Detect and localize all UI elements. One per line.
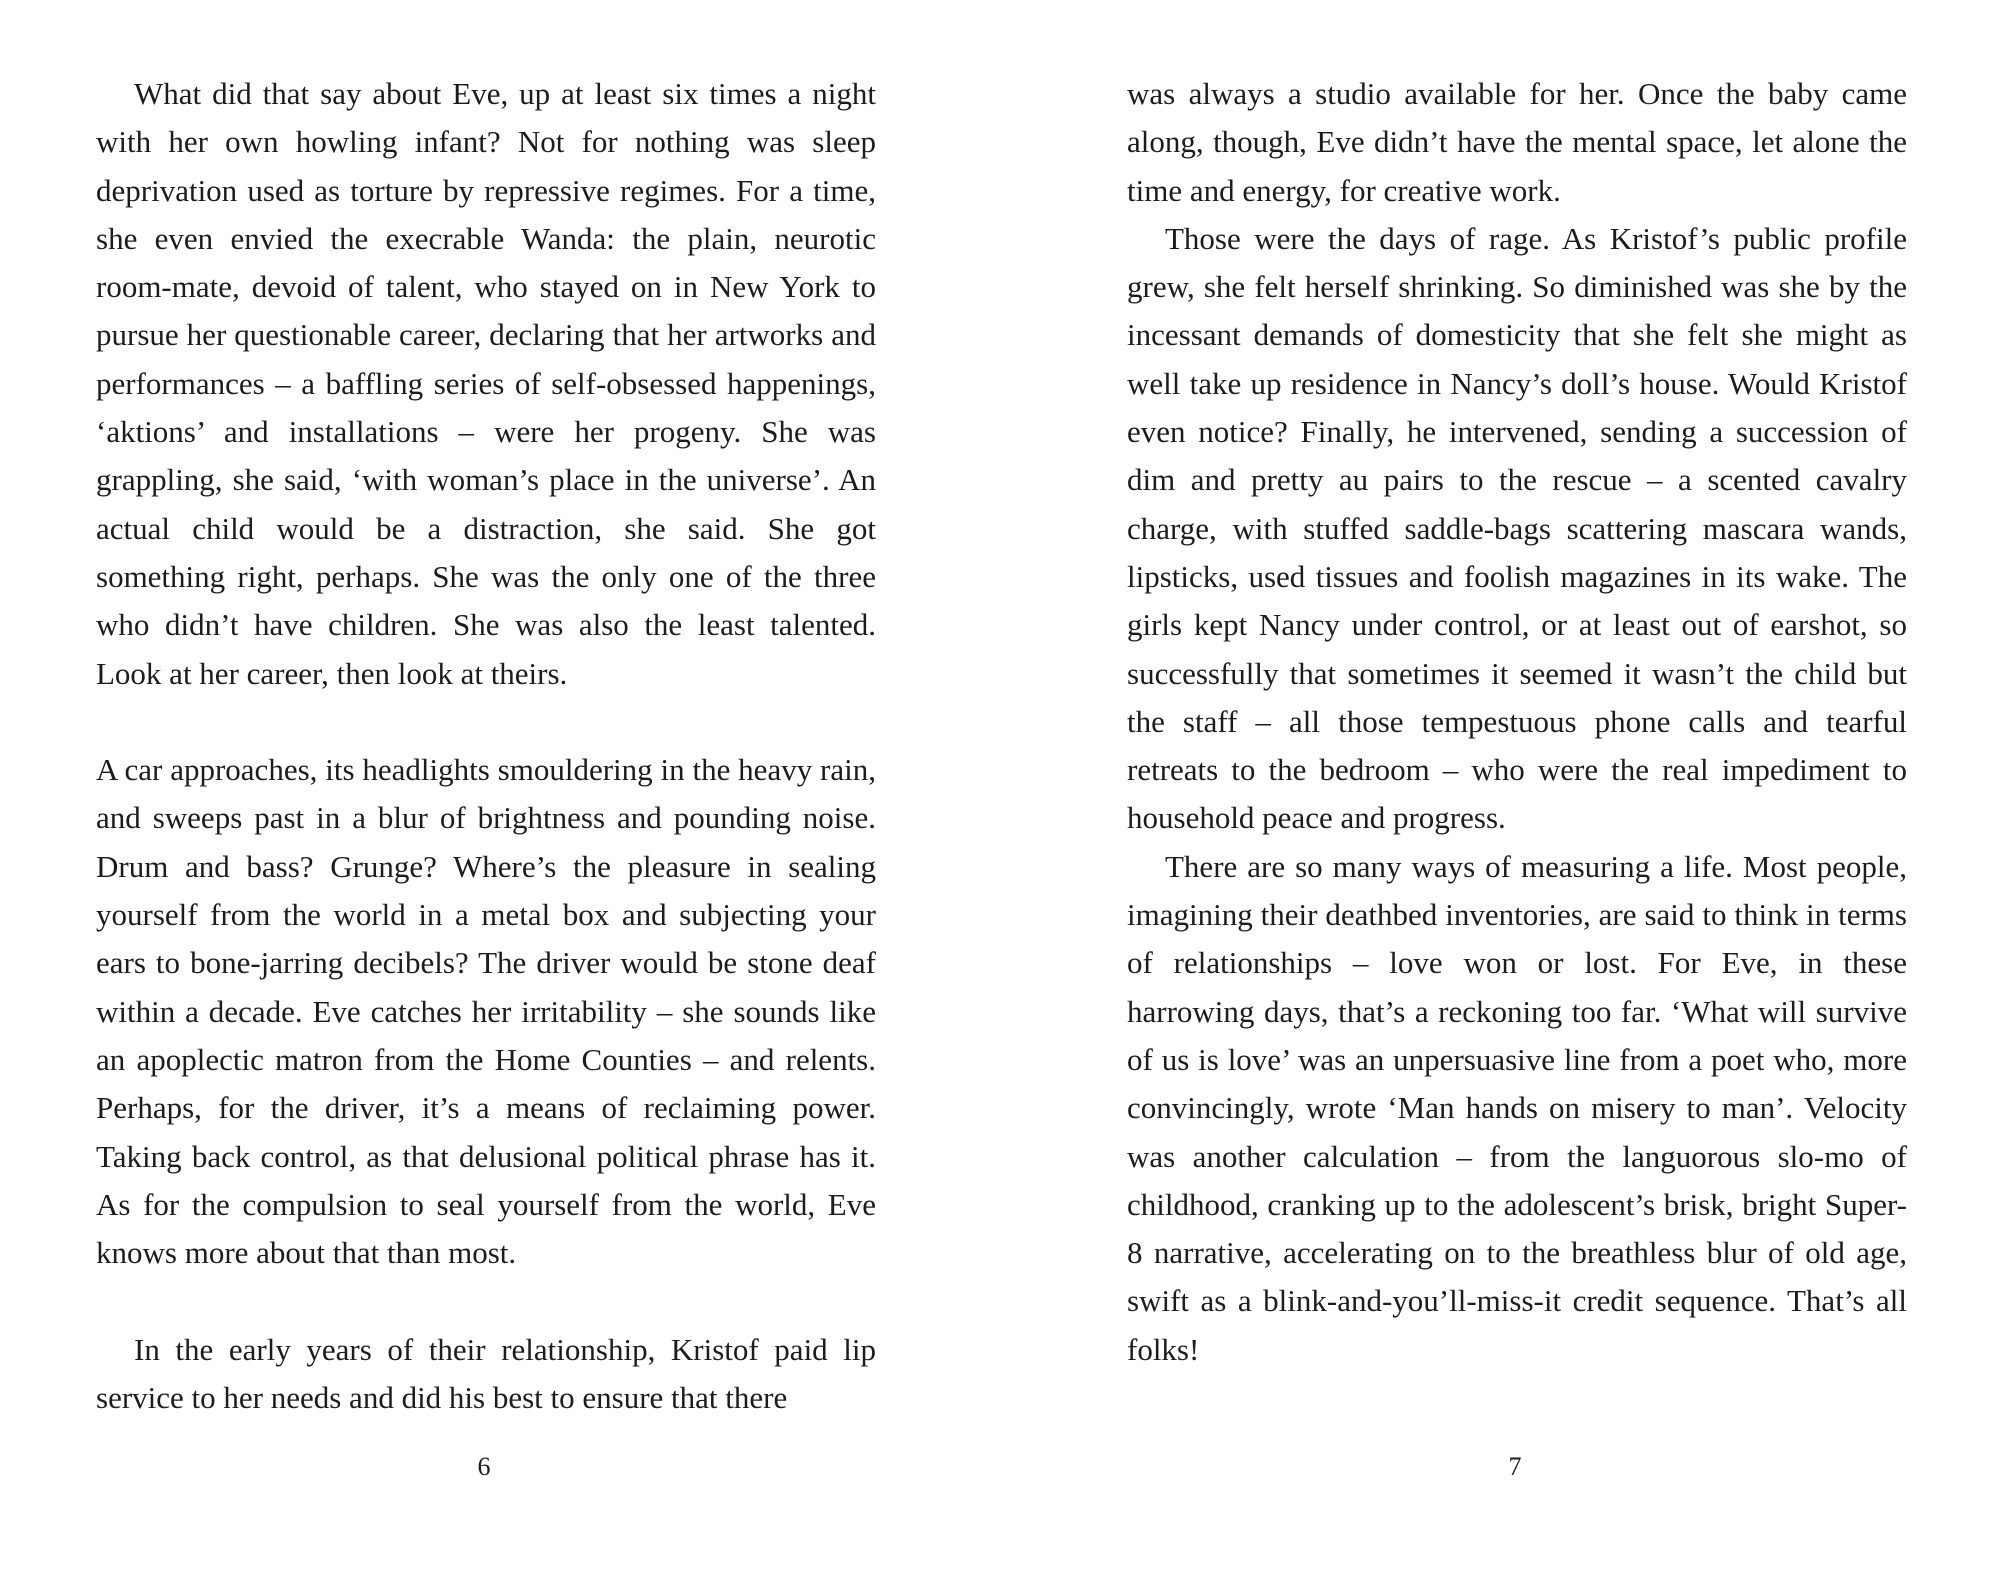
paragraph: There are so many ways of measuring a life. Most people, imagining their deathbed inventories, are said to think in terms of relationships – love won or lost. For Eve, in these harrowing days, that’s a reckoning too far. ‘What will survive of us is love’ was an unpersuasive line from a poet who, more convincingly, wrote ‘Man hands on misery to man’. Velocity was another calculation – from the languorous slo-mo of childhood, cranking up to the adolescent’s brisk, bright Super-8 narrative, accelerating on to the breathless blur of old age, swift as a blink-and-you’ll-miss-it credit sequence. That’s all folks! (1127, 848, 1907, 1367)
paragraph: In the early years of their relationship, Kristof paid lip service to her needs and did his best to ensure that there (96, 1331, 876, 1416)
paragraph: Those were the days of rage. As Kristof’s public profile grew, she felt herself shrinking. So diminished was she by the incessant demands of domesticity that she felt she might as well take up residence in Nancy’s doll’s house. Would Kristof even notice? Finally, he intervened, sending a succession of dim and pretty au pairs to the rescue – a scented cavalry charge, with stuffed saddle-bags scattering mascara wands, lipsticks, used tissues and foolish magazines in its wake. The girls kept Nancy under control, or at least out of earshot, so successfully that sometimes it seemed it wasn’t the child but the staff – all those tempestuous phone calls and tearful retreats to the bedroom – who were the real impediment to household peace and progress. (1127, 220, 1907, 836)
page-number: 6 (477, 1452, 491, 1481)
right-page (1000, 0, 2000, 1580)
left-page-text (96, 70, 876, 1422)
page-number: 7 (1508, 1452, 1522, 1481)
right-page-text (1127, 70, 1907, 1374)
paragraph: A car approaches, its headlights smouldering in the heavy rain, and sweeps past in a blur of brightness and pounding noise. Drum and bass? Grunge? Where’s the pleasure in sealing yourself from the world in a metal box and subjecting your ears to bone-jarring decibels? The driver would be stone deaf within a decade. Eve catches her irritability – she sounds like an apoplectic matron from the Home Counties – and relents. Perhaps, for the driver, it’s a means of reclaiming power. Taking back control, as that delusional political phrase has it. As for the compulsion to seal yourself from the world, Eve knows more about that than most. (96, 752, 876, 1271)
paragraph: was always a studio available for her. Once the baby came along, though, Eve didn’t have the mental space, let alone the time and energy, for creative work. (1127, 76, 1907, 208)
paragraph: What did that say about Eve, up at least six times a night with her own howling infant? Not for nothing was sleep deprivation used as torture by repressive regimes. For a time, she even envied the execrable Wanda: the plain, neurotic room-mate, devoid of talent, who stayed on in New York to pursue her questionable career, declaring that her artworks and performances – a baffling series of self-obsessed happenings, ‘aktions’ and installations – were her progeny. She was grappling, she said, ‘with woman’s place in the universe’. An actual child would be a distraction, she said. She got something right, perhaps. She was the only one of the three who didn’t have children. She was also the least talented. Look at her career, then look at theirs. (96, 76, 876, 691)
